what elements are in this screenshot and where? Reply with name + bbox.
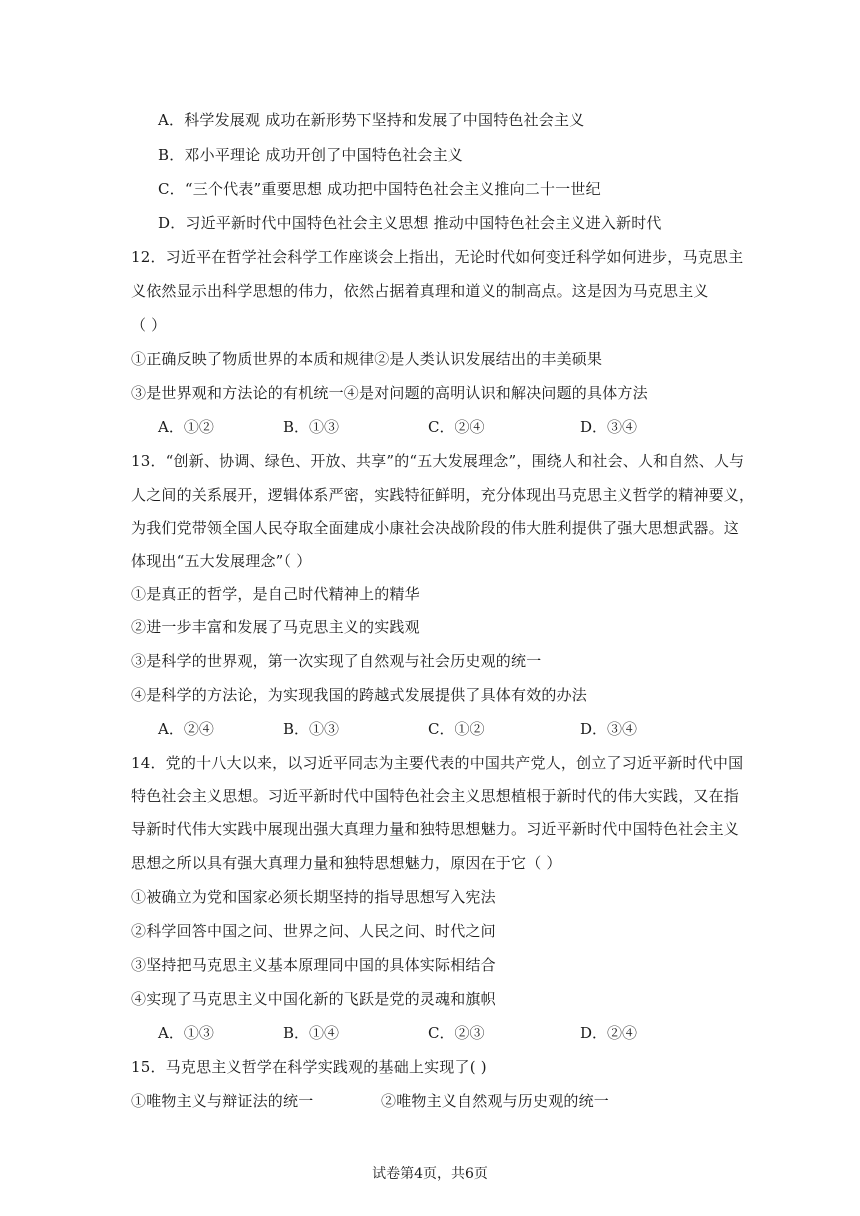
q13-option-d: D．③④: [580, 720, 638, 738]
q12-option-c: C．②④: [428, 418, 485, 436]
q12-statement-1: ①正确反映了物质世界的本质和规律②是人类认识发展结出的丰美硕果: [131, 350, 603, 368]
q14-option-d: D．②④: [580, 1024, 638, 1042]
q13-options: [158, 719, 738, 739]
q13-statement-2: ②进一步丰富和发展了马克思主义的实践观: [131, 618, 420, 636]
q13-option-c: C．①②: [428, 720, 485, 738]
q14-option-a: A．①③: [158, 1024, 214, 1042]
q11-option-a: A．科学发展观 成功在新形势下坚持和发展了中国特色社会主义: [158, 111, 585, 129]
q12-statement-2: ③是世界观和方法论的有机统一④是对问题的高明认识和解决问题的具体方法: [131, 384, 648, 402]
q12-stem-line-3: （ ）: [131, 316, 167, 334]
q14-options: [158, 1023, 738, 1043]
q13-option-b: B．①③: [283, 720, 340, 738]
q14-statement-2: ②科学回答中国之问、世界之问、人民之问、时代之问: [131, 922, 496, 940]
q13-statement-1: ①是真正的哲学，是自己时代精神上的精华: [131, 585, 420, 603]
q14-option-c: C．②③: [428, 1024, 485, 1042]
q14-stem-line-1: 14．党的十八大以来，以习近平同志为主要代表的中国共产党人，创立了习近平新时代中国: [131, 754, 744, 772]
q12-option-a: A．①②: [158, 418, 214, 436]
q12-option-b: B．①③: [283, 418, 340, 436]
q11-option-d: D．习近平新时代中国特色社会主义思想 推动中国特色社会主义进入新时代: [158, 214, 662, 232]
q11-option-c: C．“三个代表”重要思想 成功把中国特色社会主义推向二十一世纪: [158, 180, 601, 198]
q13-stem-line-3: 为我们党带领全国人民夺取全面建成小康社会决战阶段的伟大胜利提供了强大思想武器。这: [131, 519, 740, 537]
q14-option-b: B．①④: [283, 1024, 340, 1042]
q14-stem-line-4: 思想之所以具有强大真理力量和独特思想魅力，原因在于它（ ）: [131, 854, 562, 872]
q15-stem: 15．马克思主义哲学在科学实践观的基础上实现了( ): [131, 1058, 487, 1076]
q12-option-d: D．③④: [580, 418, 638, 436]
q13-stem-line-2: 人之间的关系展开，逻辑体系严密，实践特征鲜明，充分体现出马克思主义哲学的精神要义，: [131, 486, 755, 504]
q11-option-b: B．邓小平理论 成功开创了中国特色社会主义: [158, 146, 463, 164]
q14-statement-1: ①被确立为党和国家必须长期坚持的指导思想写入宪法: [131, 888, 496, 906]
q14-statement-4: ④实现了马克思主义中国化新的飞跃是党的灵魂和旗帜: [131, 990, 496, 1008]
q13-stem-line-4: 体现出“五大发展理念”（ ）: [131, 552, 312, 570]
q13-statement-4: ④是科学的方法论，为实现我国的跨越式发展提供了具体有效的办法: [131, 686, 588, 704]
q12-stem-line-2: 义依然显示出科学思想的伟力，依然占据着真理和道义的制高点。这是因为马克思主义: [131, 282, 709, 300]
q13-option-a: A．②④: [158, 720, 214, 738]
q12-stem-line-1: 12．习近平在哲学社会科学工作座谈会上指出，无论时代如何变迁科学如何进步，马克思主: [131, 248, 744, 266]
q14-statement-3: ③坚持把马克思主义基本原理同中国的具体实际相结合: [131, 956, 496, 974]
q14-stem-line-3: 导新时代伟大实践中展现出强大真理力量和独特思想魅力。习近平新时代中国特色社会主义: [131, 820, 740, 838]
page-footer: 试卷第4页，共6页: [372, 1166, 488, 1182]
q15-statement-1: ①唯物主义与辩证法的统一: [131, 1092, 314, 1110]
q14-stem-line-2: 特色社会主义思想。习近平新时代中国特色社会主义思想植根于新时代的伟大实践，又在指: [131, 787, 740, 805]
q12-options: [158, 417, 738, 437]
q13-stem-line-1: 13．“创新、协调、绿色、开放、共享”的“五大发展理念”，围绕人和社会、人和自然、人与: [131, 452, 745, 470]
q13-statement-3: ③是科学的世界观，第一次实现了自然观与社会历史观的统一: [131, 652, 542, 670]
q15-statement-2: ②唯物主义自然观与历史观的统一: [381, 1092, 610, 1110]
